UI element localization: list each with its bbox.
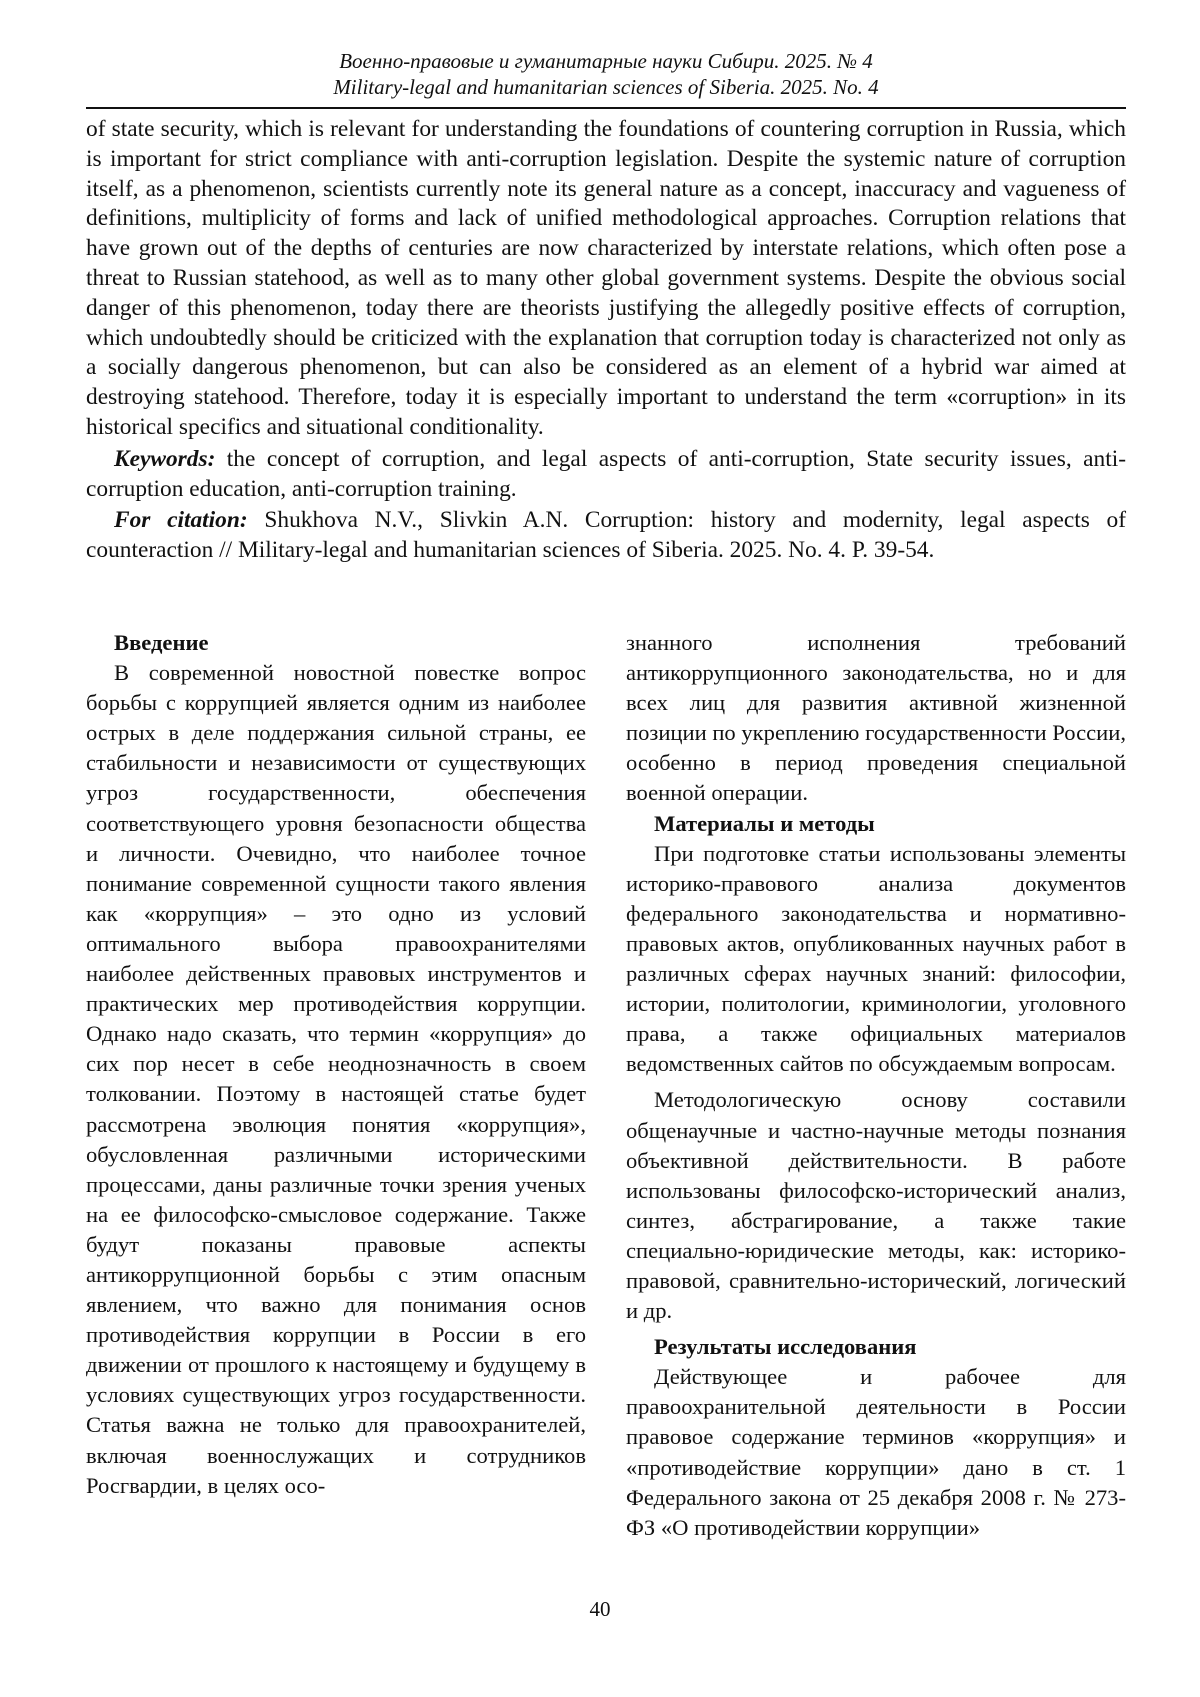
methods-paragraph-1: При подготовке статьи использованы элементы историко-правового анализа документов федерального законодательства и нормативно-правовых актов, опубликованных научных работ в различных сферах научных знаний: философии, истории, политологии, криминологии, уголовного права, а также официальных материалов ведомственных сайтов по обсуждаемым вопросам.: [626, 840, 1126, 1077]
abstract-text: of state security, which is relevant for understanding the foundations of countering corruption in Russia, which is important for strict compliance with anti-corruption legislation. Despite the systemic nature of corruption itself, as a phenomenon, scientists currently note its general nature as a concept, inaccuracy and vagueness of definitions, multiplicity of forms and lack of unified methodological approaches. Corruption relations that have grown out of the depths of centuries are now characterized by interstate relations, which often pose a threat to Russian statehood, as well as to many other global government systems. Despite the obvious social danger of this phenomenon, today there are theorists justifying the allegedly positive effects of corruption, which undoubtedly should be criticized with the explanation that corruption today is characterized not only as a socially dangerous phenomenon, but can also be considered as an element of a hybrid war aimed at destroying statehood. Therefore, today it is especially important to understand the term «corruption» in its historical specifics and situational conditionality.: [86, 116, 1126, 440]
citation-text: Shukhova N.V., Slivkin A.N. Corruption: history and modernity, legal aspects of counteraction // Military-legal and humanitarian sciences of Siberia. 2025. No. 4. P. 39-54.: [86, 507, 1127, 564]
citation-paragraph: [86, 506, 1126, 566]
keywords-paragraph: [86, 445, 1126, 505]
right-column: [626, 628, 1126, 1543]
left-column: [86, 628, 586, 1501]
introduction-heading: Введение: [114, 630, 209, 655]
abstract-block: [86, 115, 1126, 566]
methods-heading: Материалы и методы: [654, 810, 875, 836]
introduction-continuation: знанного исполнения требований антикоррупционного законодательства, но и для всех лиц для развития активной жизненной позиции по укреплению государственности России, особенно в период проведения специальной военной операции.: [626, 630, 1126, 806]
citation-label: For citation:: [114, 507, 248, 534]
results-text: Действующее и рабочее для правоохранительной деятельности в России правовое содержание терминов «коррупция» и «противодействие коррупции» дано в ст. 1 Федерального закона от 25 декабря 2008 г. № 273-ФЗ «О противодействии коррупции»: [626, 1364, 1126, 1540]
page-number: 40: [589, 1597, 611, 1621]
keywords-text: the concept of corruption, and legal aspects of anti-corruption, State security issues, anti-corruption education, anti-corruption training.: [86, 445, 1126, 502]
running-header-russian: Военно-правовые и гуманитарные науки Сибири. 2025. № 4: [339, 49, 873, 73]
running-header: [86, 48, 1126, 100]
running-header-english: Military-legal and humanitarian sciences of Siberia. 2025. No. 4: [333, 75, 879, 99]
introduction-text: В современной новостной повестке вопрос борьбы с коррупцией является одним из наиболее острых в деле поддержания сильной страны, ее стабильности и независимости от существующих угроз государственности, обеспечения соответствующего уровня безопасности общества и личности. Очевидно, что наиболее точное понимание современной сущности такого явления как «коррупция» – это одно из условий оптимального выбора правоохранителями наиболее действенных правовых инструментов и практических мер противодействия коррупции. Однако надо сказать, что термин «коррупция» до сих пор несет в себе неоднозначность в своем толковании. Поэтому в настоящей статье будет рассмотрена эволюция понятия «коррупция», обусловленная различными историческими процессами, даны различные точки зрения ученых на ее философско-смысловое содержание. Также будут показаны правовые аспекты антикоррупционной борьбы с этим опасным явлением, что важно для понимания основ противодействия коррупции в России в его движении от прошлого к настоящему и будущему в условиях существующих угроз государственности. Статья важна не только для правоохранителей, включая военнослужащих и сотрудников Росгвардии, в целях осо-: [86, 660, 586, 1498]
keywords-label: Keywords:: [114, 445, 216, 472]
results-heading: Результаты исследования: [654, 1334, 917, 1360]
header-divider: [86, 107, 1126, 109]
methods-paragraph-2: Методологическую основу составили общенаучные и частно-научные методы познания объективной действительности. В работе использованы философско-исторический анализ, синтез, абстрагирование, а также такие специально-юридические методы, как: историко-правовой, сравнительно-исторический, логический и др.: [626, 1087, 1126, 1324]
